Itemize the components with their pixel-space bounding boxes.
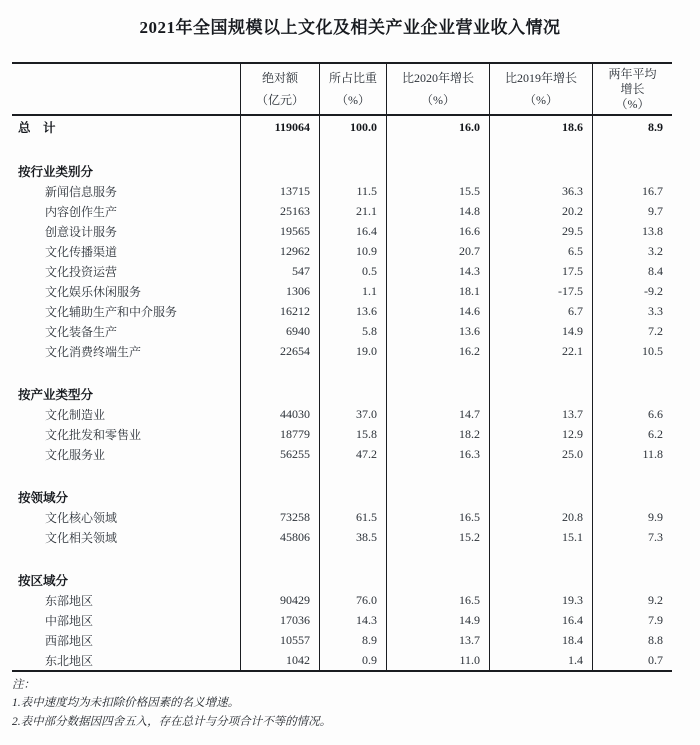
table-header-row bbox=[12, 64, 672, 116]
row-label: 内容创作生产 bbox=[45, 204, 118, 219]
growth-vs-2019-cell: 17.5 bbox=[489, 261, 592, 281]
growth-vs-2019-cell: 15.1 bbox=[489, 527, 592, 547]
row-label: 文化核心领域 bbox=[45, 510, 118, 525]
growth-vs-2019-cell: 19.3 bbox=[489, 590, 592, 610]
two-year-average-cell bbox=[592, 361, 672, 384]
header-share: 所占比重 （%） bbox=[319, 64, 386, 114]
growth-vs-2020-cell: 14.9 bbox=[386, 610, 489, 630]
growth-vs-2019-cell: -17.5 bbox=[489, 281, 592, 301]
two-year-average-cell bbox=[592, 138, 672, 161]
notes-heading: 注： bbox=[12, 679, 35, 691]
row-label: 中部地区 bbox=[45, 613, 94, 628]
absolute-amount-cell bbox=[240, 361, 319, 384]
table-row bbox=[12, 650, 672, 670]
absolute-amount-cell: 547 bbox=[240, 261, 319, 281]
header-growth-vs-2019: 比2019年增长 （%） bbox=[489, 64, 592, 114]
two-year-average-cell: 6.2 bbox=[592, 424, 672, 444]
row-label: 西部地区 bbox=[45, 633, 94, 648]
table-row bbox=[12, 444, 672, 464]
share-cell bbox=[319, 384, 386, 404]
growth-vs-2020-cell bbox=[386, 570, 489, 590]
absolute-amount-cell: 44030 bbox=[240, 404, 319, 424]
two-year-average-cell bbox=[592, 161, 672, 181]
table-row bbox=[12, 221, 672, 241]
table-row bbox=[12, 201, 672, 221]
growth-vs-2020-cell: 16.6 bbox=[386, 221, 489, 241]
growth-vs-2020-cell: 13.7 bbox=[386, 630, 489, 650]
share-cell: 21.1 bbox=[319, 201, 386, 221]
row-label bbox=[12, 138, 240, 161]
absolute-amount-cell: 1306 bbox=[240, 281, 319, 301]
two-year-average-cell: -9.2 bbox=[592, 281, 672, 301]
row-label: 文化相关领域 bbox=[45, 530, 118, 545]
table-row bbox=[12, 361, 672, 384]
two-year-average-cell: 6.6 bbox=[592, 404, 672, 424]
absolute-amount-cell: 10557 bbox=[240, 630, 319, 650]
table-body bbox=[12, 116, 672, 670]
table-row bbox=[12, 424, 672, 444]
growth-vs-2019-cell: 29.5 bbox=[489, 221, 592, 241]
table-row bbox=[12, 261, 672, 281]
share-cell: 11.5 bbox=[319, 181, 386, 201]
growth-vs-2019-cell bbox=[489, 464, 592, 487]
growth-vs-2020-cell: 18.1 bbox=[386, 281, 489, 301]
row-label: 文化制造业 bbox=[45, 407, 106, 422]
growth-vs-2019-cell: 25.0 bbox=[489, 444, 592, 464]
header-absolute-amount: 绝对额 （亿元） bbox=[240, 64, 319, 114]
share-cell: 0.5 bbox=[319, 261, 386, 281]
growth-vs-2020-cell: 14.6 bbox=[386, 301, 489, 321]
two-year-average-cell bbox=[592, 464, 672, 487]
row-label: 按区域分 bbox=[18, 574, 69, 588]
table-row bbox=[12, 116, 672, 138]
row-label: 文化传播渠道 bbox=[45, 244, 118, 259]
two-year-average-cell: 7.9 bbox=[592, 610, 672, 630]
growth-vs-2020-cell: 14.8 bbox=[386, 201, 489, 221]
growth-vs-2019-cell: 6.7 bbox=[489, 301, 592, 321]
table-row bbox=[12, 464, 672, 487]
row-label: 按行业类别分 bbox=[18, 165, 94, 179]
share-cell: 100.0 bbox=[319, 116, 386, 138]
two-year-average-cell bbox=[592, 384, 672, 404]
table-row bbox=[12, 610, 672, 630]
header-two-year-average: 两年平均 增长 （%） bbox=[592, 64, 672, 114]
table-row bbox=[12, 384, 672, 404]
growth-vs-2020-cell bbox=[386, 384, 489, 404]
growth-vs-2020-cell: 18.2 bbox=[386, 424, 489, 444]
growth-vs-2019-cell: 1.4 bbox=[489, 650, 592, 670]
two-year-average-cell: 9.7 bbox=[592, 201, 672, 221]
share-cell bbox=[319, 487, 386, 507]
share-cell: 47.2 bbox=[319, 444, 386, 464]
row-label: 文化批发和零售业 bbox=[45, 427, 142, 442]
growth-vs-2019-cell: 6.5 bbox=[489, 241, 592, 261]
absolute-amount-cell bbox=[240, 464, 319, 487]
two-year-average-cell: 8.9 bbox=[592, 116, 672, 138]
row-label: 文化服务业 bbox=[45, 447, 106, 462]
growth-vs-2020-cell: 16.5 bbox=[386, 507, 489, 527]
two-year-average-cell: 7.3 bbox=[592, 527, 672, 547]
share-cell: 15.8 bbox=[319, 424, 386, 444]
growth-vs-2020-cell: 14.3 bbox=[386, 261, 489, 281]
growth-vs-2020-cell: 14.7 bbox=[386, 404, 489, 424]
growth-vs-2019-cell bbox=[489, 547, 592, 570]
share-cell: 16.4 bbox=[319, 221, 386, 241]
row-label: 文化消费终端生产 bbox=[45, 344, 142, 359]
growth-vs-2020-cell: 16.3 bbox=[386, 444, 489, 464]
absolute-amount-cell: 119064 bbox=[240, 116, 319, 138]
row-label: 文化投资运营 bbox=[45, 264, 118, 279]
growth-vs-2019-cell bbox=[489, 138, 592, 161]
growth-vs-2019-cell: 16.4 bbox=[489, 610, 592, 630]
absolute-amount-cell: 16212 bbox=[240, 301, 319, 321]
row-label: 按领域分 bbox=[18, 491, 69, 505]
growth-vs-2019-cell: 20.2 bbox=[489, 201, 592, 221]
table-row bbox=[12, 341, 672, 361]
row-label: 东北地区 bbox=[45, 653, 94, 668]
header-row-label-column bbox=[12, 64, 240, 114]
row-label bbox=[12, 361, 240, 384]
two-year-average-cell: 11.8 bbox=[592, 444, 672, 464]
growth-vs-2019-cell: 12.9 bbox=[489, 424, 592, 444]
row-label bbox=[12, 547, 240, 570]
absolute-amount-cell: 6940 bbox=[240, 321, 319, 341]
growth-vs-2019-cell bbox=[489, 570, 592, 590]
absolute-amount-cell: 12962 bbox=[240, 241, 319, 261]
two-year-average-cell bbox=[592, 570, 672, 590]
growth-vs-2020-cell: 16.5 bbox=[386, 590, 489, 610]
absolute-amount-cell bbox=[240, 547, 319, 570]
absolute-amount-cell bbox=[240, 487, 319, 507]
growth-vs-2019-cell: 18.4 bbox=[489, 630, 592, 650]
table-row bbox=[12, 487, 672, 507]
share-cell bbox=[319, 361, 386, 384]
growth-vs-2019-cell: 36.3 bbox=[489, 181, 592, 201]
growth-vs-2019-cell bbox=[489, 487, 592, 507]
growth-vs-2020-cell: 20.7 bbox=[386, 241, 489, 261]
growth-vs-2019-cell: 14.9 bbox=[489, 321, 592, 341]
table-notes bbox=[12, 677, 672, 732]
absolute-amount-cell: 1042 bbox=[240, 650, 319, 670]
table-row bbox=[12, 404, 672, 424]
absolute-amount-cell bbox=[240, 570, 319, 590]
two-year-average-cell: 8.8 bbox=[592, 630, 672, 650]
share-cell: 8.9 bbox=[319, 630, 386, 650]
row-label: 创意设计服务 bbox=[45, 224, 118, 239]
share-cell: 61.5 bbox=[319, 507, 386, 527]
growth-vs-2020-cell: 13.6 bbox=[386, 321, 489, 341]
share-cell: 19.0 bbox=[319, 341, 386, 361]
row-label: 东部地区 bbox=[45, 593, 94, 608]
table-row bbox=[12, 321, 672, 341]
two-year-average-cell: 10.5 bbox=[592, 341, 672, 361]
growth-vs-2020-cell bbox=[386, 138, 489, 161]
table-row bbox=[12, 181, 672, 201]
growth-vs-2020-cell: 16.0 bbox=[386, 116, 489, 138]
two-year-average-cell: 13.8 bbox=[592, 221, 672, 241]
row-label: 新闻信息服务 bbox=[45, 184, 118, 199]
two-year-average-cell: 9.9 bbox=[592, 507, 672, 527]
row-label: 按产业类型分 bbox=[18, 388, 94, 402]
growth-vs-2020-cell bbox=[386, 361, 489, 384]
share-cell: 0.9 bbox=[319, 650, 386, 670]
table-row bbox=[12, 161, 672, 181]
row-label bbox=[12, 464, 240, 487]
table-row bbox=[12, 590, 672, 610]
share-cell: 14.3 bbox=[319, 610, 386, 630]
table-row bbox=[12, 527, 672, 547]
share-cell: 10.9 bbox=[319, 241, 386, 261]
note-line: 1.表中速度均为未扣除价格因素的名义增速。 bbox=[12, 697, 240, 709]
row-label: 文化装备生产 bbox=[45, 324, 118, 339]
table-row bbox=[12, 281, 672, 301]
absolute-amount-cell bbox=[240, 161, 319, 181]
growth-vs-2020-cell: 15.5 bbox=[386, 181, 489, 201]
growth-vs-2019-cell bbox=[489, 361, 592, 384]
growth-vs-2020-cell bbox=[386, 464, 489, 487]
share-cell bbox=[319, 161, 386, 181]
share-cell: 5.8 bbox=[319, 321, 386, 341]
two-year-average-cell: 16.7 bbox=[592, 181, 672, 201]
growth-vs-2019-cell bbox=[489, 161, 592, 181]
growth-vs-2020-cell: 11.0 bbox=[386, 650, 489, 670]
table-row bbox=[12, 138, 672, 161]
share-cell bbox=[319, 138, 386, 161]
growth-vs-2019-cell: 18.6 bbox=[489, 116, 592, 138]
two-year-average-cell: 8.4 bbox=[592, 261, 672, 281]
absolute-amount-cell: 90429 bbox=[240, 590, 319, 610]
share-cell: 37.0 bbox=[319, 404, 386, 424]
two-year-average-cell: 0.7 bbox=[592, 650, 672, 670]
share-cell: 76.0 bbox=[319, 590, 386, 610]
absolute-amount-cell: 18779 bbox=[240, 424, 319, 444]
absolute-amount-cell: 73258 bbox=[240, 507, 319, 527]
two-year-average-cell: 7.2 bbox=[592, 321, 672, 341]
share-cell bbox=[319, 547, 386, 570]
share-cell: 38.5 bbox=[319, 527, 386, 547]
two-year-average-cell bbox=[592, 547, 672, 570]
absolute-amount-cell bbox=[240, 138, 319, 161]
two-year-average-cell bbox=[592, 487, 672, 507]
table-row bbox=[12, 547, 672, 570]
two-year-average-cell: 3.3 bbox=[592, 301, 672, 321]
absolute-amount-cell: 56255 bbox=[240, 444, 319, 464]
absolute-amount-cell: 25163 bbox=[240, 201, 319, 221]
two-year-average-cell: 3.2 bbox=[592, 241, 672, 261]
absolute-amount-cell: 13715 bbox=[240, 181, 319, 201]
table-row bbox=[12, 630, 672, 650]
absolute-amount-cell: 19565 bbox=[240, 221, 319, 241]
growth-vs-2020-cell bbox=[386, 161, 489, 181]
share-cell: 1.1 bbox=[319, 281, 386, 301]
table-row bbox=[12, 570, 672, 590]
note-line: 2.表中部分数据因四舍五入，存在总计与分项合计不等的情况。 bbox=[12, 716, 332, 728]
growth-vs-2020-cell bbox=[386, 547, 489, 570]
absolute-amount-cell: 22654 bbox=[240, 341, 319, 361]
absolute-amount-cell: 17036 bbox=[240, 610, 319, 630]
row-label: 文化辅助生产和中介服务 bbox=[45, 304, 178, 319]
page-title: 2021年全国规模以上文化及相关产业企业营业收入情况 bbox=[139, 18, 561, 37]
share-cell: 13.6 bbox=[319, 301, 386, 321]
growth-vs-2020-cell: 16.2 bbox=[386, 341, 489, 361]
growth-vs-2019-cell: 22.1 bbox=[489, 341, 592, 361]
growth-vs-2020-cell: 15.2 bbox=[386, 527, 489, 547]
revenue-table bbox=[12, 62, 672, 672]
absolute-amount-cell bbox=[240, 384, 319, 404]
table-row bbox=[12, 241, 672, 261]
share-cell bbox=[319, 570, 386, 590]
absolute-amount-cell: 45806 bbox=[240, 527, 319, 547]
notes-list bbox=[12, 694, 672, 732]
row-label: 总 计 bbox=[18, 121, 56, 135]
table-row bbox=[12, 507, 672, 527]
two-year-average-cell: 9.2 bbox=[592, 590, 672, 610]
row-label: 文化娱乐休闲服务 bbox=[45, 284, 142, 299]
header-growth-vs-2020: 比2020年增长 （%） bbox=[386, 64, 489, 114]
growth-vs-2019-cell: 20.8 bbox=[489, 507, 592, 527]
growth-vs-2019-cell: 13.7 bbox=[489, 404, 592, 424]
table-row bbox=[12, 301, 672, 321]
growth-vs-2020-cell bbox=[386, 487, 489, 507]
growth-vs-2019-cell bbox=[489, 384, 592, 404]
share-cell bbox=[319, 464, 386, 487]
